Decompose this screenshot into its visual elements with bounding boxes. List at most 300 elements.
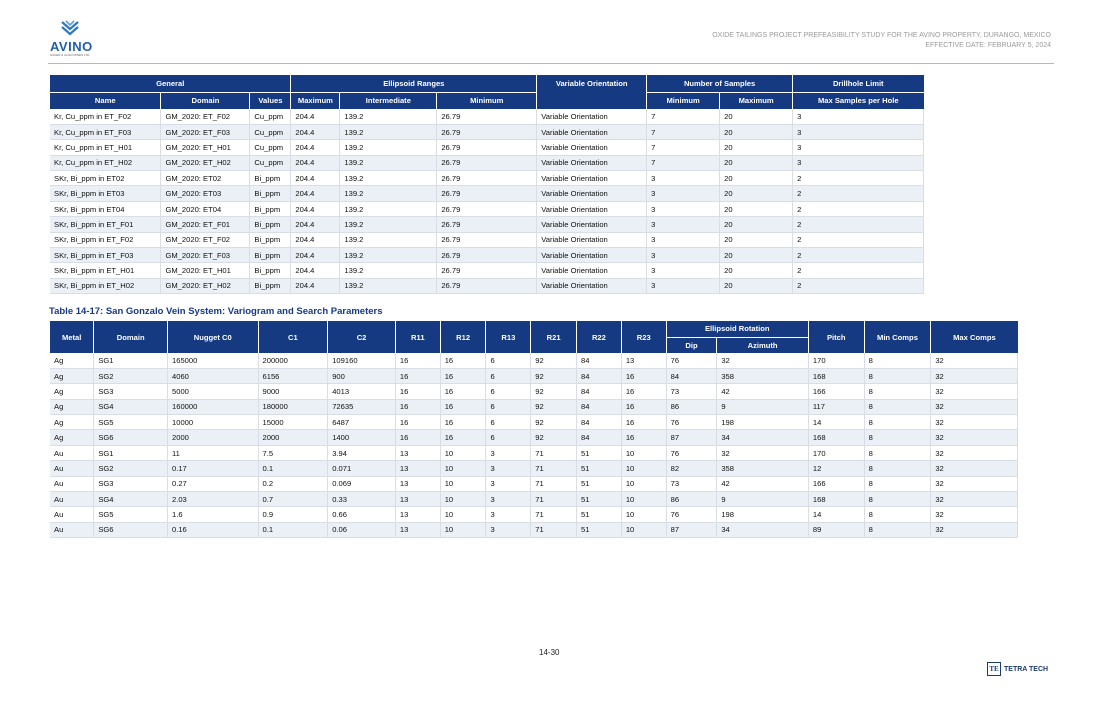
table-cell: 2 <box>793 171 924 186</box>
table-cell: 86 <box>666 399 717 414</box>
table-cell: 20 <box>720 248 793 263</box>
table-cell: 139.2 <box>340 263 437 278</box>
table-cell: 3 <box>793 140 924 155</box>
table-cell: 20 <box>720 217 793 232</box>
table-row <box>50 476 1018 491</box>
table-cell: 10 <box>621 445 666 460</box>
table-cell: 2 <box>793 278 924 293</box>
table-cell: 32 <box>931 522 1018 537</box>
table-cell: 16 <box>621 415 666 430</box>
table-cell: 51 <box>577 507 622 522</box>
table-cell: 170 <box>808 353 864 368</box>
table-cell: 84 <box>577 353 622 368</box>
table-cell: 87 <box>666 522 717 537</box>
table-cell: 20 <box>720 124 793 139</box>
table-cell: 26.79 <box>437 232 537 247</box>
col-ellipsoid-rotation: Ellipsoid Rotation <box>666 321 808 337</box>
table-cell: 34 <box>717 522 809 537</box>
variogram-parameters-table <box>50 321 1018 538</box>
table-cell: 16 <box>440 384 486 399</box>
table-cell: 32 <box>931 476 1018 491</box>
table-cell: 139.2 <box>340 140 437 155</box>
table-cell: Au <box>50 445 94 460</box>
table-cell: 82 <box>666 461 717 476</box>
table-cell: 8 <box>864 384 931 399</box>
table-cell: 5000 <box>168 384 259 399</box>
table-cell: 16 <box>621 384 666 399</box>
table-cell: Cu_ppm <box>250 155 291 170</box>
table-cell: 198 <box>717 415 809 430</box>
table-row <box>50 232 924 247</box>
table-cell: Bi_ppm <box>250 186 291 201</box>
table-cell: 0.27 <box>168 476 259 491</box>
tetra-tech-logo <box>987 661 1048 677</box>
table-cell: 3 <box>647 171 720 186</box>
table-cell: Bi_ppm <box>250 263 291 278</box>
table-cell: SKr, Bi_ppm in ET02 <box>50 171 161 186</box>
table-cell: 26.79 <box>437 263 537 278</box>
table-cell: 3 <box>647 232 720 247</box>
table-cell: 32 <box>931 368 1018 383</box>
table-cell: 10 <box>440 461 486 476</box>
table-cell: 76 <box>666 415 717 430</box>
table-row <box>50 201 924 216</box>
table-cell: GM_2020: ET_H02 <box>161 155 250 170</box>
table-cell: 358 <box>717 461 809 476</box>
table-cell: 9 <box>717 492 809 507</box>
table-cell: 3 <box>647 186 720 201</box>
table-cell: 84 <box>577 430 622 445</box>
table-cell: 139.2 <box>340 248 437 263</box>
table-cell: 13 <box>395 522 440 537</box>
table-cell: 92 <box>531 399 577 414</box>
table-row <box>50 278 924 293</box>
document-title <box>712 31 1051 51</box>
table-row <box>50 263 924 278</box>
table-cell: 8 <box>864 522 931 537</box>
table-cell: 0.06 <box>328 522 396 537</box>
table-cell: 3 <box>486 492 531 507</box>
table-cell: 32 <box>931 430 1018 445</box>
table-cell: Variable Orientation <box>537 171 647 186</box>
table-cell: 168 <box>808 368 864 383</box>
table-cell: 84 <box>577 368 622 383</box>
group-drillhole-limit: Drillhole Limit <box>793 75 924 92</box>
table-cell: 166 <box>808 476 864 491</box>
table-cell: 8 <box>864 415 931 430</box>
col-header: Maximum <box>291 92 340 109</box>
table-cell: 0.2 <box>258 476 328 491</box>
page-number: 14-30 <box>539 648 560 657</box>
table-cell: 26.79 <box>437 109 537 124</box>
table-cell: 26.79 <box>437 278 537 293</box>
col-header: Intermediate <box>340 92 437 109</box>
table-cell: SG3 <box>94 476 168 491</box>
table-cell: 9000 <box>258 384 328 399</box>
table-cell: SG4 <box>94 399 168 414</box>
table-cell: 51 <box>577 522 622 537</box>
table-cell: 71 <box>531 522 577 537</box>
col-r13: R13 <box>486 321 531 353</box>
table-cell: 204.4 <box>291 186 340 201</box>
table-cell: 0.66 <box>328 507 396 522</box>
table-cell: GM_2020: ET_H01 <box>161 140 250 155</box>
table-cell: Au <box>50 461 94 476</box>
table-cell: 9 <box>717 399 809 414</box>
table-cell: 6 <box>486 399 531 414</box>
table-cell: Au <box>50 522 94 537</box>
table-cell: 32 <box>717 353 809 368</box>
table-cell: GM_2020: ET03 <box>161 186 250 201</box>
table-cell: 6 <box>486 353 531 368</box>
table-cell: 34 <box>717 430 809 445</box>
col-metal: Metal <box>50 321 94 353</box>
table-cell: 3 <box>793 124 924 139</box>
table-cell: 8 <box>864 492 931 507</box>
table-cell: 13 <box>395 492 440 507</box>
col-header: Minimum <box>437 92 537 109</box>
table-row <box>50 109 924 124</box>
table-cell: 3 <box>647 217 720 232</box>
table-cell: 32 <box>931 353 1018 368</box>
table-cell: 20 <box>720 171 793 186</box>
table-cell: 204.4 <box>291 217 340 232</box>
table-cell: 204.4 <box>291 109 340 124</box>
table-cell: 1.6 <box>168 507 259 522</box>
col-nugget: Nugget C0 <box>168 321 259 353</box>
table-cell: Bi_ppm <box>250 217 291 232</box>
table-cell: 13 <box>395 461 440 476</box>
col-header: Maximum <box>720 92 793 109</box>
table-cell: 32 <box>931 507 1018 522</box>
table-cell: 170 <box>808 445 864 460</box>
table-cell: SKr, Bi_ppm in ET04 <box>50 201 161 216</box>
table-cell: 71 <box>531 492 577 507</box>
table-cell: GM_2020: ET_F03 <box>161 124 250 139</box>
table-cell: 26.79 <box>437 171 537 186</box>
table-cell: 0.071 <box>328 461 396 476</box>
table-cell: 3 <box>486 522 531 537</box>
table-cell: Ag <box>50 430 94 445</box>
table-cell: 20 <box>720 186 793 201</box>
col-domain: Domain <box>94 321 168 353</box>
table-cell: 165000 <box>168 353 259 368</box>
table-cell: 0.9 <box>258 507 328 522</box>
table-row <box>50 186 924 201</box>
table-row <box>50 415 1018 430</box>
col-r11: R11 <box>395 321 440 353</box>
table-cell: 139.2 <box>340 186 437 201</box>
page-header <box>48 20 1054 64</box>
table-cell: 84 <box>577 399 622 414</box>
table-cell: 76 <box>666 445 717 460</box>
table-cell: 16 <box>440 430 486 445</box>
table-cell: GM_2020: ET_H01 <box>161 263 250 278</box>
table-cell: 42 <box>717 476 809 491</box>
table-cell: SKr, Bi_ppm in ET_F02 <box>50 232 161 247</box>
table-cell: SG2 <box>94 368 168 383</box>
logo-subtext: SILVER & GOLD MINES LTD. <box>50 53 91 57</box>
table-cell: 11 <box>168 445 259 460</box>
table-cell: 204.4 <box>291 248 340 263</box>
table-cell: 32 <box>931 445 1018 460</box>
table-cell: 10000 <box>168 415 259 430</box>
table-cell: Bi_ppm <box>250 278 291 293</box>
table-cell: 20 <box>720 201 793 216</box>
table-cell: 89 <box>808 522 864 537</box>
table-cell: Au <box>50 507 94 522</box>
table-cell: Kr, Cu_ppm in ET_H01 <box>50 140 161 155</box>
col-header: Name <box>50 92 161 109</box>
table-cell: 900 <box>328 368 396 383</box>
table-cell: 6156 <box>258 368 328 383</box>
table-cell: 14 <box>808 507 864 522</box>
table-cell: 7 <box>647 155 720 170</box>
table-cell: 10 <box>621 461 666 476</box>
table-cell: 8 <box>864 430 931 445</box>
search-parameters-table <box>50 75 924 294</box>
table-cell: 3 <box>486 476 531 491</box>
table-cell: 71 <box>531 445 577 460</box>
table-cell: 8 <box>864 399 931 414</box>
table-cell: Variable Orientation <box>537 278 647 293</box>
table-cell: 166 <box>808 384 864 399</box>
table-cell: 2 <box>793 186 924 201</box>
table-cell: 3 <box>793 155 924 170</box>
col-r22: R22 <box>577 321 622 353</box>
table-cell: 32 <box>931 415 1018 430</box>
table-cell: 160000 <box>168 399 259 414</box>
table-cell: 168 <box>808 492 864 507</box>
table-cell: 76 <box>666 507 717 522</box>
table-cell: 16 <box>395 368 440 383</box>
table-cell: 2 <box>793 248 924 263</box>
table-row <box>50 248 924 263</box>
table-row <box>50 217 924 232</box>
table-cell: 7 <box>647 109 720 124</box>
table-cell: 109160 <box>328 353 396 368</box>
col-azimuth: Azimuth <box>717 337 809 353</box>
table-cell: 198 <box>717 507 809 522</box>
table-cell: 20 <box>720 263 793 278</box>
table-row <box>50 461 1018 476</box>
table-cell: 139.2 <box>340 201 437 216</box>
table-row <box>50 507 1018 522</box>
table-cell: 7 <box>647 140 720 155</box>
table-cell: 4013 <box>328 384 396 399</box>
table-cell: 3 <box>647 248 720 263</box>
table-cell: 16 <box>395 415 440 430</box>
table-cell: 16 <box>395 353 440 368</box>
table-cell: 16 <box>621 430 666 445</box>
col-header: Max Samples per Hole <box>793 92 924 109</box>
table-cell: SG4 <box>94 492 168 507</box>
table-cell: 13 <box>621 353 666 368</box>
table-cell: 10 <box>440 476 486 491</box>
col-c1: C1 <box>258 321 328 353</box>
table-cell: 139.2 <box>340 155 437 170</box>
table-cell: 200000 <box>258 353 328 368</box>
table-cell: 71 <box>531 476 577 491</box>
table-cell: 2 <box>793 263 924 278</box>
table-cell: 8 <box>864 368 931 383</box>
table-cell: 71 <box>531 507 577 522</box>
table-cell: SG6 <box>94 522 168 537</box>
table-cell: 26.79 <box>437 140 537 155</box>
table-cell: Ag <box>50 415 94 430</box>
table-cell: 16 <box>621 368 666 383</box>
table-cell: GM_2020: ET_F03 <box>161 248 250 263</box>
table-cell: Cu_ppm <box>250 140 291 155</box>
table-cell: Ag <box>50 399 94 414</box>
logo-text: AVINO <box>50 39 93 54</box>
table-cell: 86 <box>666 492 717 507</box>
table-cell: 26.79 <box>437 217 537 232</box>
table-cell: 204.4 <box>291 171 340 186</box>
table-cell: 139.2 <box>340 278 437 293</box>
table-row <box>50 155 924 170</box>
table-cell: 139.2 <box>340 124 437 139</box>
table-cell: 32 <box>931 461 1018 476</box>
table-cell: Cu_ppm <box>250 109 291 124</box>
table-row <box>50 368 1018 383</box>
table-cell: 16 <box>395 399 440 414</box>
col-r12: R12 <box>440 321 486 353</box>
table-cell: 0.17 <box>168 461 259 476</box>
table-cell: 20 <box>720 140 793 155</box>
table-cell: Variable Orientation <box>537 155 647 170</box>
table-cell: 73 <box>666 384 717 399</box>
table-cell: Variable Orientation <box>537 201 647 216</box>
table-cell: 16 <box>440 368 486 383</box>
table-cell: 3 <box>647 201 720 216</box>
table-cell: 26.79 <box>437 124 537 139</box>
table-cell: 12 <box>808 461 864 476</box>
table-cell: SG3 <box>94 384 168 399</box>
table-cell: Bi_ppm <box>250 248 291 263</box>
table-cell: 2000 <box>168 430 259 445</box>
table-cell: 3 <box>647 278 720 293</box>
table-cell: GM_2020: ET02 <box>161 171 250 186</box>
table-cell: Variable Orientation <box>537 232 647 247</box>
table-cell: 87 <box>666 430 717 445</box>
table-cell: SKr, Bi_ppm in ET_H02 <box>50 278 161 293</box>
table-cell: 92 <box>531 415 577 430</box>
table-cell: Bi_ppm <box>250 171 291 186</box>
table-cell: 139.2 <box>340 232 437 247</box>
table-cell: 3.94 <box>328 445 396 460</box>
table-cell: Variable Orientation <box>537 109 647 124</box>
table-cell: SG6 <box>94 430 168 445</box>
table-cell: 10 <box>440 507 486 522</box>
table-cell: GM_2020: ET_H02 <box>161 278 250 293</box>
table-cell: SG5 <box>94 415 168 430</box>
group-general: General <box>50 75 291 92</box>
table-cell: 204.4 <box>291 124 340 139</box>
table-cell: 358 <box>717 368 809 383</box>
table-cell: 20 <box>720 155 793 170</box>
table-cell: Au <box>50 492 94 507</box>
table-cell: 2 <box>793 201 924 216</box>
table-cell: 0.7 <box>258 492 328 507</box>
table-cell: 3 <box>793 109 924 124</box>
table-cell: 3 <box>486 445 531 460</box>
table-cell: Ag <box>50 384 94 399</box>
table-cell: SKr, Bi_ppm in ET03 <box>50 186 161 201</box>
col-r21: R21 <box>531 321 577 353</box>
table-cell: 15000 <box>258 415 328 430</box>
group-ellipsoid-ranges: Ellipsoid Ranges <box>291 75 537 92</box>
table-cell: 20 <box>720 232 793 247</box>
table-cell: 26.79 <box>437 248 537 263</box>
table-cell: Au <box>50 476 94 491</box>
table-cell: 8 <box>864 445 931 460</box>
table-cell: 13 <box>395 445 440 460</box>
table-cell: SG1 <box>94 353 168 368</box>
table-cell: Variable Orientation <box>537 124 647 139</box>
table-caption: Table 14-17: San Gonzalo Vein System: Variogram and Search Parameters <box>49 306 383 317</box>
table-cell: 2.03 <box>168 492 259 507</box>
table-row <box>50 124 924 139</box>
table-cell: SKr, Bi_ppm in ET_F03 <box>50 248 161 263</box>
table-cell: Variable Orientation <box>537 186 647 201</box>
avino-logo <box>48 20 94 60</box>
table-cell: 32 <box>931 384 1018 399</box>
table-cell: 0.069 <box>328 476 396 491</box>
table-cell: 204.4 <box>291 232 340 247</box>
table-cell: 14 <box>808 415 864 430</box>
table-cell: 4060 <box>168 368 259 383</box>
table-row <box>50 492 1018 507</box>
table-cell: GM_2020: ET04 <box>161 201 250 216</box>
table-cell: Cu_ppm <box>250 124 291 139</box>
table-cell: 3 <box>486 461 531 476</box>
col-min-comps: Min Comps <box>864 321 931 353</box>
table-cell: GM_2020: ET_F02 <box>161 232 250 247</box>
table-cell: 51 <box>577 461 622 476</box>
table-cell: 8 <box>864 461 931 476</box>
table-cell: 2 <box>793 217 924 232</box>
table-cell: 8 <box>864 476 931 491</box>
col-header: Values <box>250 92 291 109</box>
avino-emblem-icon <box>60 20 80 38</box>
table-cell: 26.79 <box>437 201 537 216</box>
table-row <box>50 522 1018 537</box>
table-cell: 0.16 <box>168 522 259 537</box>
table-cell: 26.79 <box>437 155 537 170</box>
table-cell: 6 <box>486 384 531 399</box>
table-cell: 204.4 <box>291 201 340 216</box>
table-cell: 76 <box>666 353 717 368</box>
table-cell: Kr, Cu_ppm in ET_F03 <box>50 124 161 139</box>
table-cell: 42 <box>717 384 809 399</box>
table-cell: 10 <box>440 445 486 460</box>
table-row <box>50 140 924 155</box>
table-row <box>50 384 1018 399</box>
table-cell: Variable Orientation <box>537 263 647 278</box>
table-cell: 8 <box>864 353 931 368</box>
title-line-1: OXIDE TAILINGS PROJECT PREFEASIBILITY STUDY FOR THE AVINO PROPERTY, DURANGO, MEXICO <box>712 32 1051 39</box>
table-cell: Kr, Cu_ppm in ET_H02 <box>50 155 161 170</box>
table-row <box>50 445 1018 460</box>
table-cell: 204.4 <box>291 278 340 293</box>
table-cell: GM_2020: ET_F02 <box>161 109 250 124</box>
table-cell: 2000 <box>258 430 328 445</box>
col-max-comps: Max Comps <box>931 321 1018 353</box>
table-cell: 204.4 <box>291 155 340 170</box>
table-cell: 92 <box>531 353 577 368</box>
table-cell: 8 <box>864 507 931 522</box>
